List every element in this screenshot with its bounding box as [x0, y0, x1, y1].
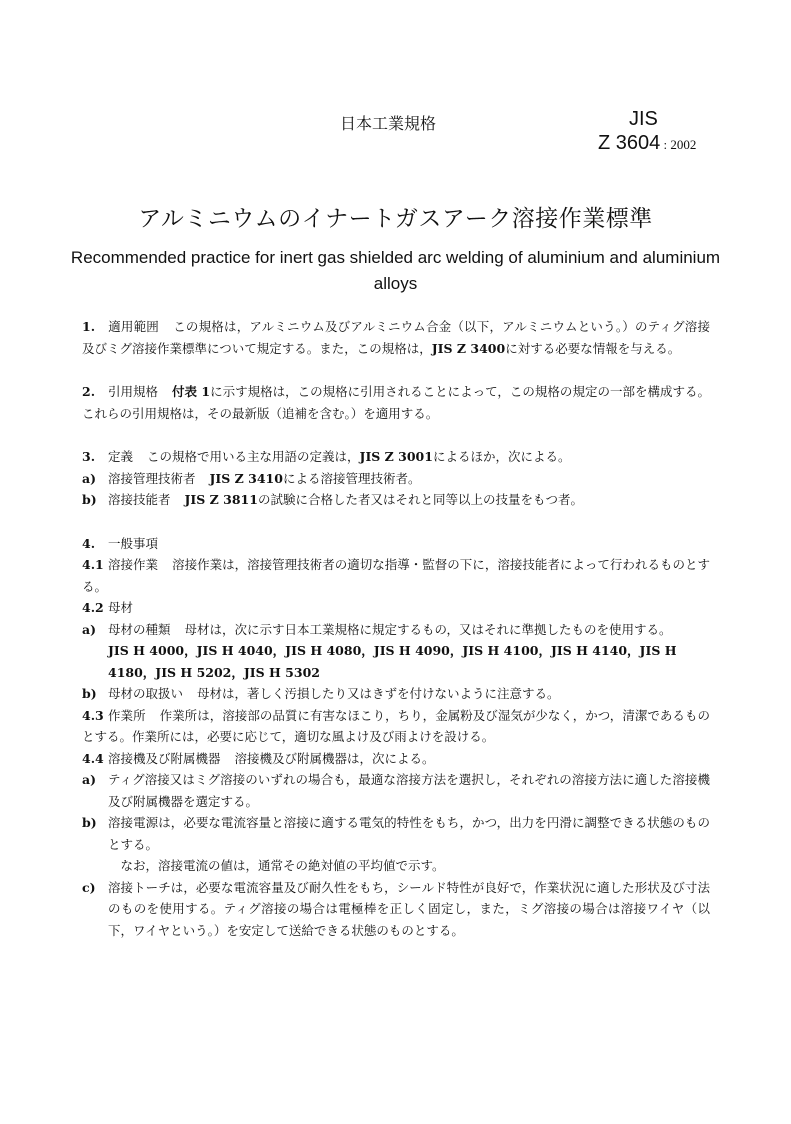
- section-text: によるほか，次による。: [432, 449, 571, 464]
- section-4: [82, 533, 710, 555]
- subsection-text: 溶接機及び附属機器は，次による。: [234, 750, 435, 766]
- subsection-text: 溶接作業は，溶接管理技術者の適切な指導・監督の下に，溶接技能者によって行われるものとする。: [82, 557, 710, 594]
- item-label: a): [82, 470, 97, 486]
- subsection-heading: 母材: [108, 600, 134, 615]
- item-text: 母材は，著しく汚損したり又はきずを付けないように注意する。: [197, 686, 560, 701]
- title-english: Recommended practice for inert gas shielded arc welding of aluminium and aluminium alloys: [70, 248, 721, 293]
- jis-mark: JIS: [629, 108, 658, 130]
- section-heading: 定義: [108, 449, 134, 464]
- section-text: この規格で用いる主な用語の定義は，: [147, 449, 360, 464]
- item-label: b): [82, 686, 97, 701]
- subsection-heading: 溶接機及び附属機器: [108, 750, 221, 766]
- item-label: b): [82, 492, 97, 507]
- section-text: に示す規格は，この規格に引用されることによって，この規格の規定の一部を構成する。これらの引用規格は，その最新版（追補を含む。）を適用する。: [82, 384, 710, 421]
- section-number: 3.: [82, 449, 96, 464]
- item-text: 溶接電源は，必要な電流容量と溶接に適する電気的特性をもち，かつ，出力を円滑に調整できる状態のものとする。: [108, 815, 710, 852]
- section-4-2: [82, 597, 710, 619]
- subsection-number: 4.3: [82, 707, 104, 723]
- list-item: [82, 619, 710, 641]
- item-text: 溶接トーチは，必要な電流容量及び耐久性をもち，シールド特性が良好で，作業状況に適した形状及び寸法のものを使用する。ティグ溶接の場合は電極棒を正しく固定し，また，ミグ溶接の場合は溶接ワイヤ（以下，ワイヤという。）を安定して送給できる状態のものとする。: [108, 879, 710, 938]
- standard-org-label: 日本工業規格: [340, 114, 437, 133]
- reference: 付表 1: [172, 384, 211, 399]
- subsection-text: 作業所は，溶接部の品質に有害なほこり，ちり，金属粉及び湿気が少なく，かつ，清潔であるものとする。作業所には，必要に応じて，適切な風よけ及び雨よけを設ける。: [82, 707, 710, 744]
- subsection-number: 4.2: [82, 600, 104, 615]
- subsection-heading: 溶接作業: [108, 557, 159, 572]
- reference: JIS Z 3410: [209, 470, 283, 486]
- list-item: [82, 769, 710, 812]
- item-label: b): [82, 815, 97, 830]
- note-text: なお，溶接電流の値は，通常その絶対値の平均値で示す。: [120, 858, 445, 873]
- section-heading: 適用範囲: [108, 319, 159, 334]
- section-4-3: [82, 705, 710, 748]
- standard-number: [598, 132, 696, 155]
- section-2: [82, 381, 710, 424]
- item-text: による溶接管理技術者。: [282, 470, 421, 486]
- section-text: に対する必要な情報を与える。: [505, 340, 681, 356]
- term: 溶接技能者: [108, 492, 171, 507]
- document-body: [82, 316, 710, 941]
- term: 母材の取扱い: [108, 686, 184, 701]
- section-heading: 一般事項: [108, 535, 159, 551]
- standards-list: JIS H 4000，JIS H 4040，JIS H 4080，JIS H 4090，JIS H 4100，JIS H 4140，JIS H 4180，JIS H 5202，JIS H 5302: [108, 643, 677, 680]
- section-number: 2.: [82, 384, 96, 399]
- list-item: [82, 812, 710, 855]
- section-text: この規格は，アルミニウム及びアルミニウム合金（以下，アルミニウムという。）のティグ溶接及びミグ溶接作業標準について規定する。また，この規格は，: [82, 319, 710, 356]
- standard-year: : 2002: [660, 137, 697, 152]
- definition-item: [82, 468, 710, 490]
- term: 溶接管理技術者: [108, 470, 196, 486]
- item-label: c): [82, 879, 96, 895]
- section-1: [82, 316, 710, 359]
- reference: JIS Z 3001: [359, 449, 433, 464]
- subsection-heading: 作業所: [108, 707, 146, 723]
- term: 母材の種類: [108, 621, 171, 637]
- section-3: [82, 446, 710, 468]
- item-text: 母材は，次に示す日本工業規格に規定するもの，又はそれに準拠したものを使用する。: [184, 621, 672, 637]
- title-japanese: アルミニウムのイナートガスアーク溶接作業標準: [138, 206, 653, 232]
- item-label: a): [82, 621, 97, 637]
- subsection-number: 4.4: [82, 750, 104, 766]
- section-heading: 引用規格: [108, 384, 159, 399]
- definition-item: [82, 489, 710, 511]
- item-text: の試験に合格した者又はそれと同等以上の技量をもつ者。: [257, 492, 583, 507]
- section-number: 4.: [82, 535, 96, 551]
- reference: JIS Z 3400: [431, 340, 506, 356]
- section-number: 1.: [82, 319, 96, 334]
- section-4-1: [82, 554, 710, 597]
- list-item: [82, 683, 710, 705]
- subsection-number: 4.1: [82, 557, 104, 572]
- item-text: ティグ溶接又はミグ溶接のいずれの場合も，最適な溶接方法を選択し，それぞれの溶接方法に適した溶接機及び附属機器を選定する。: [108, 772, 710, 809]
- list-item: [82, 877, 710, 942]
- item-label: a): [82, 772, 97, 787]
- standard-code: Z 3604: [598, 132, 661, 154]
- reference: JIS Z 3811: [184, 492, 258, 507]
- section-4-4: [82, 748, 710, 770]
